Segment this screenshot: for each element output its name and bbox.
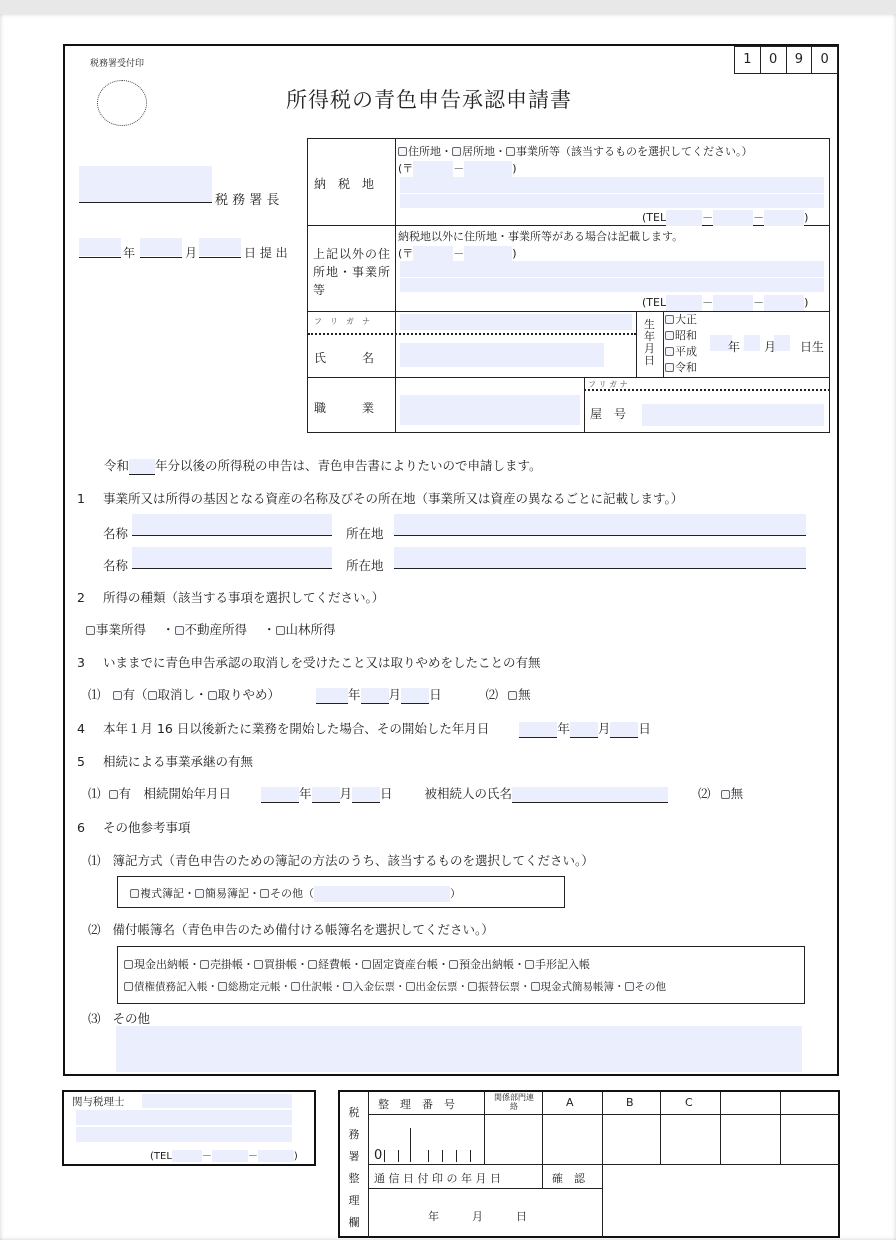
section-number: 3: [77, 655, 85, 670]
job-input[interactable]: [400, 395, 580, 425]
era-checkbox[interactable]: [665, 331, 674, 340]
other-address-label: 上記以外の住所地・事業所等: [313, 247, 392, 297]
job-label: 職 業: [314, 401, 375, 415]
book-label: 出金伝票・: [415, 981, 468, 993]
book-checkbox[interactable]: [525, 960, 534, 969]
option-label: 取消し・: [157, 687, 208, 702]
real-estate-income-checkbox[interactable]: [175, 626, 184, 635]
option-label: 有 相続開始年月日: [118, 786, 232, 801]
tax-address-line2[interactable]: [400, 194, 824, 208]
paren-number: ⑴: [88, 786, 101, 801]
tel-1[interactable]: [666, 210, 702, 226]
side-label: [347, 1102, 361, 1234]
other-address-line2[interactable]: [400, 278, 824, 292]
submit-day-label: 日 提 出: [244, 246, 288, 260]
name-label-1: 名称: [103, 526, 129, 541]
option-label: 不動産所得: [184, 622, 248, 637]
section-subtitle: 備付帳簿名（青色申告のため備付ける帳簿名を選択してください。）: [112, 922, 494, 937]
business-income-checkbox[interactable]: [86, 626, 95, 635]
book-checkbox[interactable]: [449, 960, 458, 969]
s5-year-input[interactable]: [261, 787, 299, 803]
tax-accountant-box: [62, 1090, 316, 1166]
era-checkbox[interactable]: [665, 315, 674, 324]
postal-prefix: (〒: [398, 247, 414, 260]
s3-day-input[interactable]: [401, 688, 429, 704]
other-address-line1[interactable]: [400, 261, 824, 277]
era-label: 平成: [675, 345, 697, 358]
s5-yes-checkbox[interactable]: [109, 790, 118, 799]
section-title: 本年１月 16 日以後新たに業務を開始した場合、その開始した年月日: [103, 721, 490, 736]
book-label: 債権債務記入帳・: [134, 981, 218, 993]
tel-2[interactable]: [713, 210, 753, 226]
tel-dash: －: [702, 296, 714, 309]
book-label: その他: [634, 981, 666, 993]
section-5-answer: [88, 784, 743, 803]
side-char: 理: [348, 1194, 360, 1207]
option-label: 山林所得: [285, 622, 336, 637]
seiri-zero: 0: [374, 1148, 383, 1163]
s4-year-input[interactable]: [519, 722, 557, 738]
paren-number: ⑴: [88, 853, 101, 868]
submit-month-underline: [140, 257, 182, 258]
tel-2b[interactable]: [713, 295, 753, 311]
option-label: 事業所得: [96, 622, 147, 637]
book-checkbox[interactable]: [254, 960, 263, 969]
book-label: 固定資産台帳・: [372, 958, 449, 971]
other-address-note: 納税地以外に住所地・事業所等がある場合は記載します。: [398, 230, 684, 243]
col-a-label: A: [566, 1096, 574, 1109]
book-checkbox[interactable]: [124, 960, 133, 969]
tel-dash: －: [201, 1151, 212, 1162]
heir-name-input[interactable]: [512, 787, 668, 803]
shop-furigana-label: フ リ ガ ナ: [588, 380, 628, 389]
tax-tel-3[interactable]: [258, 1150, 294, 1162]
submit-day-underline: [199, 257, 241, 258]
tel-row-2: [642, 294, 808, 311]
tel-close: ): [804, 211, 809, 224]
option-label: 簡易簿記・: [205, 887, 260, 900]
tax-accountant-label: 関与税理士: [72, 1096, 125, 1108]
other-notes-input[interactable]: [116, 1026, 802, 1072]
book-label: 振替伝票・: [478, 981, 531, 993]
section-5-title: [77, 752, 253, 770]
books-options-box: [117, 946, 805, 1004]
postal-prefix: (〒: [398, 162, 414, 175]
cancel-checkbox[interactable]: [148, 691, 157, 700]
era-checkbox[interactable]: [665, 363, 674, 372]
separator: ・: [263, 622, 276, 637]
tel-open: (TEL: [642, 211, 667, 224]
option-label: 複式簿記・: [140, 887, 195, 900]
close-paren: ）: [450, 887, 461, 900]
address-type-choice: [398, 143, 753, 159]
tel-dash: －: [753, 211, 765, 224]
stamp-date-label: 年 月 日: [428, 1210, 527, 1223]
other-method-input[interactable]: [314, 886, 450, 902]
tax-office-input[interactable]: [79, 166, 212, 202]
domicile-checkbox[interactable]: [452, 147, 461, 156]
month-label: 月: [597, 721, 611, 736]
book-label: 仕訳帳・: [301, 981, 343, 993]
tel-close: ): [293, 1151, 298, 1162]
book-checkbox[interactable]: [200, 960, 209, 969]
side-char: 欄: [348, 1216, 360, 1229]
s5-day-input[interactable]: [352, 787, 380, 803]
intro-prefix: 令和: [104, 458, 130, 473]
s3-no-checkbox[interactable]: [508, 691, 517, 700]
book-label: 預金出納帳・: [459, 958, 525, 971]
simple-entry-checkbox[interactable]: [195, 889, 204, 898]
submit-month-label: 月: [185, 246, 198, 260]
birth-label: 生年月日: [644, 318, 655, 367]
department-contact-label: 関係部門連 絡: [494, 1093, 542, 1111]
day-label: 日: [429, 687, 442, 702]
name-label-2: 名称: [103, 558, 129, 573]
book-label: 現金出納帳・: [134, 958, 200, 971]
option-label: 取りやめ）: [217, 687, 281, 702]
year-label: 年: [557, 721, 570, 736]
heir-label: 被相続人の氏名: [424, 786, 513, 801]
form-number-digit: 9: [787, 47, 813, 73]
tax-address-label: 納 税 地: [314, 177, 375, 191]
receipt-stamp-circle: [97, 80, 147, 126]
book-label: 売掛帳・: [210, 958, 254, 971]
business-location-input-2[interactable]: [394, 547, 806, 569]
book-checkbox[interactable]: [362, 960, 371, 969]
section-number: 1: [77, 491, 85, 506]
taxpayer-info-table: [307, 138, 830, 433]
side-char: 税: [348, 1106, 360, 1119]
day-label: 日: [380, 786, 393, 801]
name-input[interactable]: [400, 343, 604, 367]
tax-tel-2[interactable]: [212, 1150, 248, 1162]
tel-3b[interactable]: [764, 295, 804, 311]
section-title: 所得の種類（該当する事項を選択してください。）: [103, 590, 385, 605]
section-6-title: [77, 818, 191, 836]
option-label: 有（: [122, 687, 148, 702]
col-c-label: C: [685, 1096, 693, 1109]
book-checkbox[interactable]: [625, 982, 634, 991]
tax-office-suffix: 税 務 署 長: [215, 193, 280, 208]
section-4-title: [77, 719, 651, 738]
furigana-label: フ リ ガ ナ: [314, 317, 370, 326]
era-label: 大正: [675, 313, 697, 326]
bookkeeping-options-box: [117, 876, 565, 908]
book-label: 現金式簡易帳簿・: [540, 981, 625, 993]
section-3-answer: [88, 685, 531, 704]
double-entry-checkbox[interactable]: [130, 889, 139, 898]
tax-address-line1[interactable]: [400, 177, 824, 193]
book-checkbox[interactable]: [218, 982, 227, 991]
business-location-input-1[interactable]: [394, 514, 806, 536]
paren-number: ⑵: [88, 922, 101, 937]
separator: ・: [162, 622, 175, 637]
domicile-option-label: 居所地・: [462, 145, 506, 158]
tel-3[interactable]: [764, 210, 804, 226]
section-number: 5: [77, 754, 85, 769]
paren-number: ⑴: [88, 687, 101, 702]
era-label: 令和: [675, 361, 697, 374]
s4-day-input[interactable]: [610, 722, 638, 738]
name-label: 氏 名: [314, 351, 375, 365]
section-title: その他参考事項: [103, 820, 191, 835]
bookkeeping-options: [130, 885, 461, 902]
postal-code-1b[interactable]: [413, 246, 453, 262]
s5-no-checkbox[interactable]: [721, 790, 730, 799]
tel-dash: －: [247, 1151, 258, 1162]
postal-close: ): [512, 247, 517, 260]
form-title: 所得税の青色申告承認申請書: [286, 88, 572, 112]
tel-dash: －: [753, 296, 765, 309]
seiri-number-label: 整 理 番 号: [378, 1098, 455, 1111]
book-checkbox[interactable]: [308, 960, 317, 969]
section-number: 6: [77, 820, 85, 835]
book-label: 総勘定元帳・: [228, 981, 291, 993]
business-name-input-2[interactable]: [132, 547, 332, 569]
book-label: 入金伝票・: [353, 981, 406, 993]
side-char: 整: [348, 1172, 360, 1185]
era-label: 昭和: [675, 329, 697, 342]
book-label: 買掛帳・: [264, 958, 308, 971]
residence-option-label: 住所地・: [408, 145, 452, 158]
quit-checkbox[interactable]: [208, 691, 217, 700]
birth-ymd-label: 年 月 日生: [728, 340, 825, 354]
forest-income-checkbox[interactable]: [276, 626, 285, 635]
section-6-2-title: [88, 920, 494, 938]
section-6-1-title: [88, 851, 594, 869]
postal-code-2[interactable]: [464, 161, 512, 177]
tel-dash: －: [702, 211, 714, 224]
s3-yes-checkbox[interactable]: [113, 691, 122, 700]
side-char: 務: [348, 1128, 360, 1141]
form-number-box: [734, 46, 838, 74]
confirm-label: 確 認: [552, 1172, 585, 1185]
section-3-title: [77, 653, 541, 671]
form-number-digit: 0: [820, 52, 829, 67]
book-checkbox[interactable]: [343, 982, 352, 991]
month-label: 月: [388, 687, 402, 702]
books-row-2: [124, 979, 666, 994]
option-label: 無: [730, 786, 744, 801]
postal-dash: －: [453, 247, 465, 260]
form-number-digit: 0: [761, 47, 787, 73]
book-label: 経費帳・: [318, 958, 362, 971]
option-label: 無: [518, 687, 531, 702]
col-b-label: B: [626, 1096, 634, 1109]
tax-accountant-name-input[interactable]: [142, 1094, 292, 1108]
residence-checkbox[interactable]: [398, 147, 407, 156]
year-label: 年: [348, 687, 361, 702]
income-type-options: [86, 620, 336, 638]
section-title: 事業所又は所得の基因となる資産の名称及びその所在地（事業所又は資産の異なるごとに記載します。）: [103, 491, 684, 506]
submit-year-input[interactable]: [79, 238, 121, 256]
location-label-1: 所在地: [346, 526, 384, 541]
section-number: 4: [77, 721, 85, 736]
book-checkbox[interactable]: [468, 982, 477, 991]
intro-year-input[interactable]: [129, 459, 155, 475]
tax-office-underline: [79, 202, 212, 203]
section-6-3-title: [88, 1009, 150, 1027]
books-row-1: [124, 956, 590, 972]
tel-open: (TEL: [150, 1151, 172, 1162]
stamp-label: 税務署受付印: [90, 59, 145, 69]
month-label: 月: [339, 786, 353, 801]
intro-text: 年分以後の所得税の申告は、青色申告書によりたいので申請します。: [155, 458, 542, 473]
era-options: [665, 312, 697, 376]
date-stamp-label: 通 信 日 付 印 の 年 月 日: [374, 1172, 501, 1185]
era-checkbox[interactable]: [665, 347, 674, 356]
book-checkbox[interactable]: [406, 982, 415, 991]
s3-year-input[interactable]: [316, 688, 348, 704]
submit-month-input[interactable]: [140, 238, 182, 256]
book-checkbox[interactable]: [291, 982, 300, 991]
location-label-2: 所在地: [346, 558, 384, 573]
tax-office-control-table: [338, 1090, 840, 1238]
other-method-checkbox[interactable]: [260, 889, 269, 898]
book-checkbox[interactable]: [531, 982, 540, 991]
paren-number: ⑵: [485, 687, 499, 702]
year-label: 年: [299, 786, 312, 801]
business-option-label: 事業所等（該当するものを選択してください。）: [516, 145, 753, 158]
s5-month-input[interactable]: [312, 787, 340, 803]
tax-accountant-address-1[interactable]: [76, 1110, 292, 1125]
postal-code-1[interactable]: [413, 161, 453, 177]
tel-open: (TEL: [642, 296, 667, 309]
tax-accountant-address-2[interactable]: [76, 1127, 292, 1142]
furigana-input[interactable]: [400, 314, 632, 330]
tax-tel-1[interactable]: [172, 1150, 202, 1162]
tel-close: ): [804, 296, 809, 309]
side-char: 署: [348, 1150, 360, 1163]
tax-accountant-tel: [150, 1147, 298, 1162]
postal-close: ): [512, 162, 517, 175]
intro-line: [104, 456, 542, 475]
tel-1b[interactable]: [666, 295, 702, 311]
paren-number: ⑶: [88, 1011, 101, 1026]
shop-name-label: 屋 号: [590, 407, 627, 421]
paren-number: ⑵: [698, 786, 711, 801]
submit-year-underline: [79, 257, 121, 258]
submit-year-label: 年: [123, 246, 136, 260]
s4-month-input[interactable]: [570, 722, 598, 738]
section-subtitle: 簿記方式（青色申告のための簿記の方法のうち、該当するものを選択してください。）: [112, 853, 594, 868]
form-number-digit: 1: [735, 47, 761, 73]
section-number: 2: [77, 590, 85, 605]
postal-code-2b[interactable]: [464, 246, 512, 262]
day-label: 日: [638, 721, 651, 736]
section-title: 相続による事業承継の有無: [103, 754, 254, 769]
s3-month-input[interactable]: [361, 688, 389, 704]
tel-row: [642, 209, 808, 226]
section-2-title: [77, 588, 384, 606]
submit-day-input[interactable]: [199, 238, 241, 256]
section-subtitle: その他: [112, 1011, 151, 1026]
business-name-input-1[interactable]: [132, 514, 332, 536]
section-1-title: [77, 489, 683, 507]
postal-code-row: [398, 160, 517, 177]
option-label: その他（: [270, 887, 314, 900]
shop-name-input[interactable]: [642, 404, 824, 426]
book-checkbox[interactable]: [124, 982, 133, 991]
postal-dash: －: [453, 162, 465, 175]
business-checkbox[interactable]: [506, 147, 515, 156]
postal-code-row-2: [398, 245, 517, 262]
book-label: 手形記入帳: [535, 958, 590, 971]
section-title: いままでに青色申告承認の取消しを受けたこと又は取りやめをしたことの有無: [103, 655, 541, 670]
